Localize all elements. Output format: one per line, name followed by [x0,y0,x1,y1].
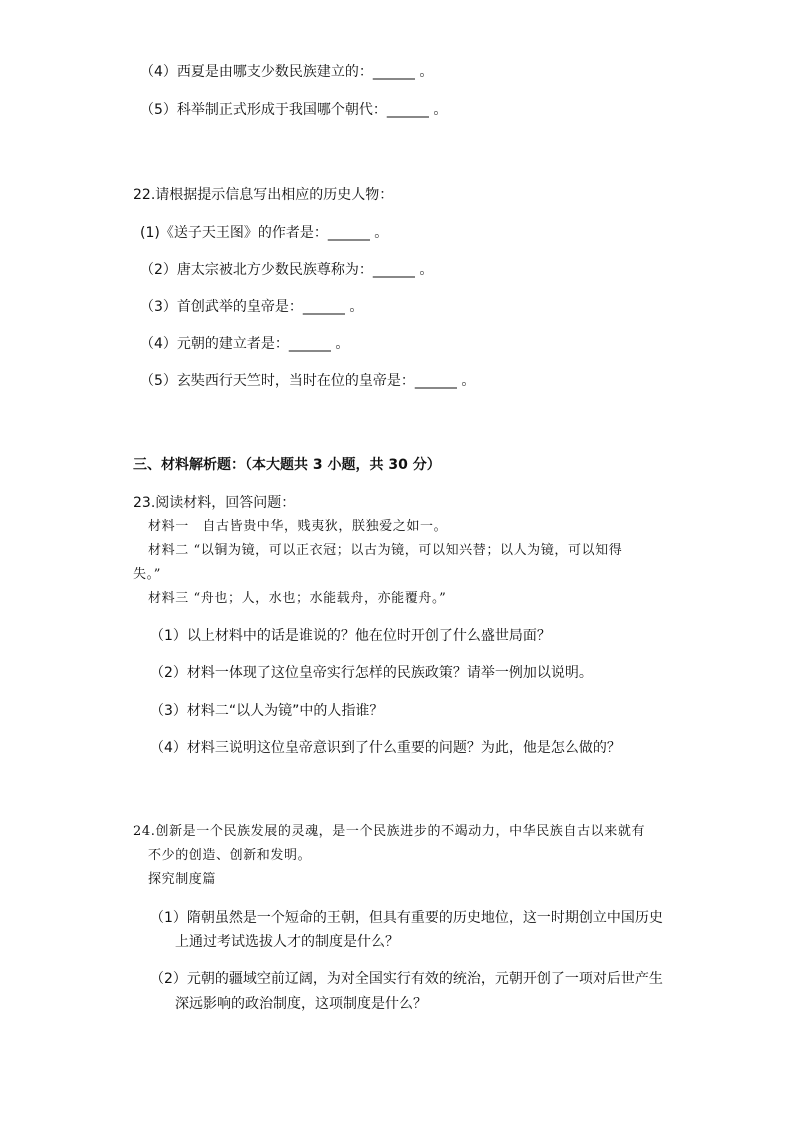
q23-material-2: 材料二 “以铜为镜，可以正衣冠；以古为镜，可以知兴替；以人为镜，可以知得 [148,543,623,558]
q24-question-2-line-1: （2）元朝的疆域空前辽阔，为对全国实行有效的统治，元朝开创了一项对后世产生 [150,971,663,987]
q24-stem-line-2: 不少的创造、创新和发明。 [148,848,312,863]
q23-material-2-continued: 失。” [133,567,161,582]
q23-material-1: 材料一 自古皆贵中华，贱夷狄，朕独爱之如一。 [148,519,448,534]
q21-item-4: （4）西夏是由哪支少数民族建立的：______ 。 [140,64,434,80]
q22-stem: 22.请根据提示信息写出相应的历史人物： [133,187,394,203]
q23-question-4: （4）材料三说明这位皇帝意识到了什么重要的问题？为此，他是怎么做的？ [150,740,621,756]
q22-item-2: （2）唐太宗被北方少数民族尊称为：______ 。 [140,262,434,278]
q24-stem-line-1: 24.创新是一个民族发展的灵魂，是一个民族进步的不竭动力，中华民族自古以来就有 [133,824,646,839]
q23-question-1: （1）以上材料中的话是谁说的？他在位时开创了什么盛世局面？ [150,628,551,644]
q22-item-3: （3）首创武举的皇帝是：______ 。 [140,299,364,315]
q23-question-3: （3）材料二“以人为镜”中的人指谁？ [150,703,384,719]
q24-question-1-line-2: 上通过考试选拔人才的制度是什么？ [175,934,399,950]
q22-item-4: （4）元朝的建立者是：______ 。 [140,336,350,352]
q23-material-3: 材料三 “舟也；人，水也；水能载舟，亦能覆舟。” [148,591,447,606]
section-3-title: 三、材料解析题：（本大题共 3 小题，共 30 分） [133,457,441,473]
q24-subheading: 探究制度篇 [148,872,217,887]
q23-stem: 23.阅读材料，回答问题： [133,495,296,511]
q23-question-2: （2）材料一体现了这位皇帝实行怎样的民族政策？请举一例加以说明。 [150,665,593,681]
q22-item-1: (1)《送子天王图》的作者是：______ 。 [140,225,389,241]
q24-question-1-line-1: （1）隋朝虽然是一个短命的王朝，但具有重要的历史地位，这一时期创立中国历史 [150,910,663,926]
q22-item-5: （5）玄奘西行天竺时，当时在位的皇帝是：______ 。 [140,373,476,389]
q21-item-5: （5）科举制正式形成于我国哪个朝代：______ 。 [140,102,448,118]
q24-question-2-line-2: 深远影响的政治制度，这项制度是什么？ [175,996,427,1012]
